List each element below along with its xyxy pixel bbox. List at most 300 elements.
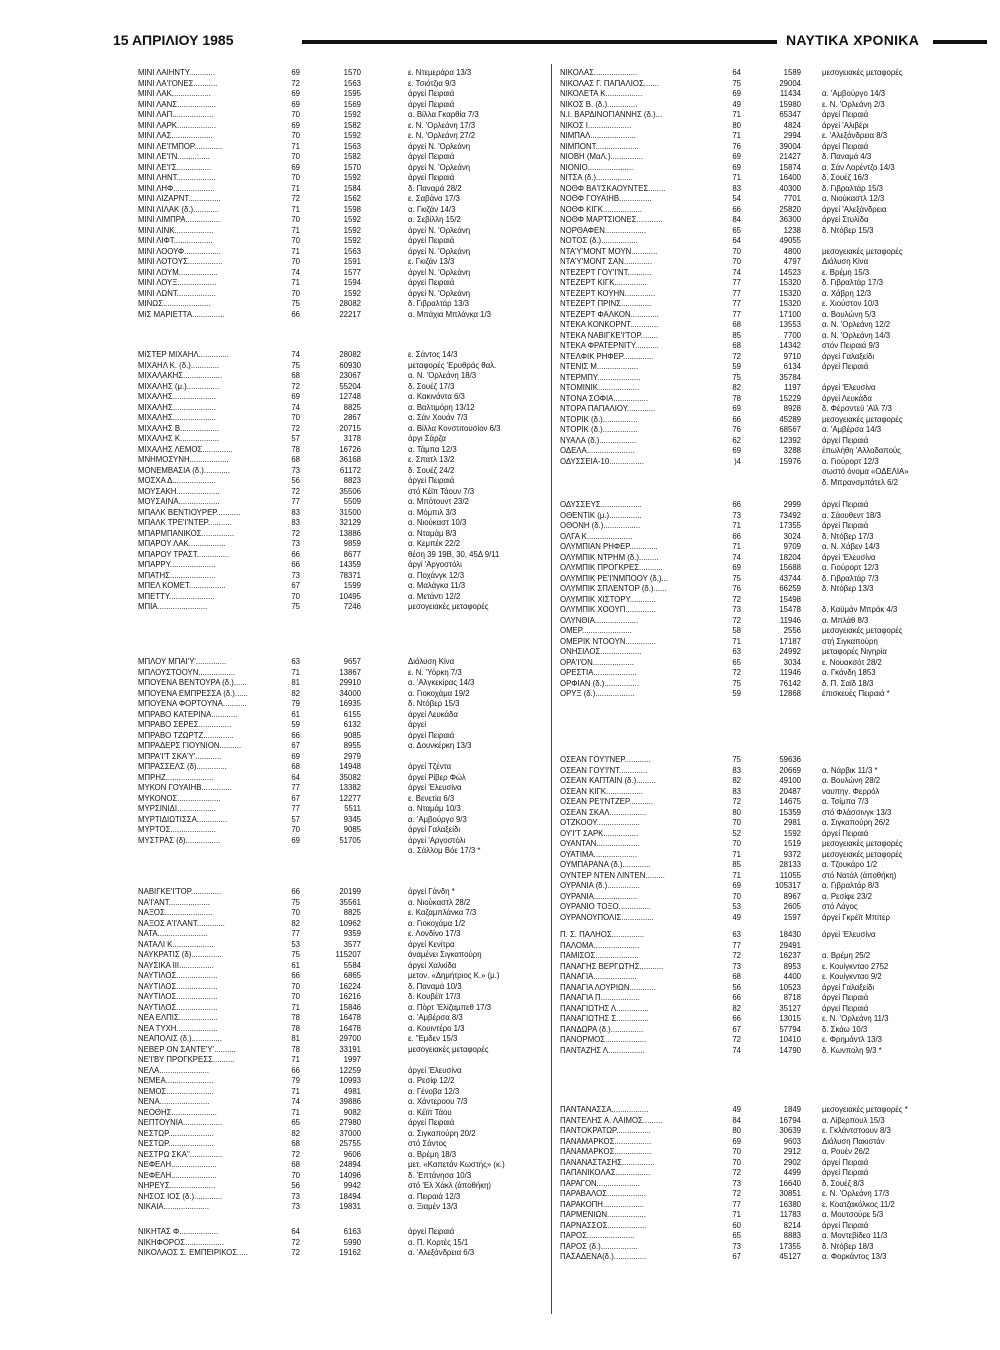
tonnage: 78371 [339,570,361,580]
ship-status: άργεί Κενίτρα [408,939,455,949]
tonnage: 7700 [783,330,801,340]
ship-name: ΝΕΜΕΑ...................... [138,1076,214,1085]
tonnage: 45289 [779,414,801,424]
ship-name: ΝΤΑ'Υ'ΜΟΝΤ ΜΟΥΝ............ [560,246,658,256]
tonnage: 59636 [779,755,801,764]
tonnage: 10523 [779,982,801,992]
ship-name: ΝΙΤΣΑ (δ.)................. [560,173,633,182]
ship-status: δ. Κωνπολη 9/3 * [822,1045,882,1055]
ship-name: ΟΡΥΞ (δ.).................. [560,689,635,698]
tonnage: 2556 [783,626,801,635]
tonnage: 39004 [779,141,801,151]
build-year: 70 [732,839,741,848]
ship-status: α. Μπλάθ 8/3 [822,615,869,625]
tonnage: 32129 [339,518,361,527]
ship-status: άργεί Γαλαξείδι [822,351,875,361]
tonnage: 15846 [339,1002,361,1012]
header-rule-left [302,40,777,44]
ship-name: ΜΥΡΤΟΣ..................... [138,825,216,834]
build-year: 75 [732,755,741,764]
tonnage: 16400 [779,173,801,182]
ship-name: ΟΛΥΜΠΙΑΝ ΡΗΦΕΡ............. [560,542,658,551]
build-year: 78 [291,1023,300,1033]
ship-status: α. Βίλλα Κονστιτουσίον 6/3 [408,423,501,433]
build-year: 81 [291,678,300,687]
ship-name: ΟΛΓΑ Κ..................... [560,531,633,541]
column-separator [551,64,552,1314]
ship-status: α. Γιβραλτάρ 8/3 [822,881,879,890]
build-year: 71 [291,1055,300,1064]
ship-name: ΟΛΥΜΠΙΚ ΧΙΣΤΟΡΥ............ [560,594,656,604]
ship-status: δ. Γιβραλτάρ 7/3 [822,573,879,583]
ship-name: ΜΟΥΣΑΙΝΑ................... [138,497,220,506]
ship-status: α. Π. Κορτές 15/1 [408,1237,469,1247]
ship-status: άργεί Τζέντα [408,762,452,771]
ship-status: δ. Σουέζ 8/3 [822,1178,865,1188]
ship-status: α. Βουλώνη 5/3 [822,309,876,319]
build-year: 70 [291,825,300,834]
ship-status: δ. Φέρσντεϋ 'Αϊλ 7/3 [822,404,892,413]
tonnage: 1592 [343,215,361,224]
tonnage: 1592 [343,110,361,119]
ship-name: ΝΕΠΤΟΥΝΙΑ.................. [138,1118,223,1127]
build-year: 68 [291,762,300,771]
tonnage: 1589 [783,68,801,77]
build-year: 69 [291,835,300,845]
ship-status: ε. Λονδίνο 17/3 [408,929,461,938]
ship-status: α. Βίλλα Γκαρθία 7/3 [408,110,479,119]
ship-name: ΜΙΝΙ ΛΕ'Ι'ΜΠΟΡ............. [138,141,223,151]
tonnage: 1563 [343,78,361,88]
tonnage: 1519 [783,839,801,848]
build-year: 67 [291,581,300,590]
ship-status: α. 'Αμβούργο 14/3 [822,89,886,98]
ship-name: ΠΑΝΑΓΙΑ ΛΟΥΡΙΩΝ............ [560,982,656,992]
tonnage: 13553 [779,320,801,329]
ship-status: άργεί Πειραιά [408,278,455,287]
tonnage: 3577 [343,939,361,949]
tonnage: 1599 [343,581,361,590]
ship-status: μεταφορές 'Ερυθράς θαλ. [408,360,497,370]
tonnage: 5511 [344,804,361,813]
ship-name: ΝΑΞΟΣ...................... [138,908,213,917]
ship-status: α. Γιοκοχάμα 1/2 [408,918,466,928]
ship-name: ΠΑΡΑΚΟΠΗ................... [560,1199,645,1209]
tonnage: 3024 [783,531,801,541]
ship-name: ΜΠΡΑΣΣΕΛΣ (δ).............. [138,762,227,771]
ship-name: ΝΗΣΟΣ ΙΟΣ (δ.)............. [138,1191,223,1201]
ship-name: ΜΙΝΙ ΛΑΡΚ.................. [138,120,216,130]
build-year: 81 [291,1034,300,1043]
issue-date: 15 ΑΠΡΙΛΙΟΥ 1985 [113,32,234,48]
ship-name: ΠΑΝΤΑΝΑΣΣΑ................. [560,1105,649,1114]
ship-name: ΜΥΚΟΝ ΓΟΥΑΙΗΒ.............. [138,783,232,792]
ship-name: ΟΣΕΑΝ ΚΑΠΤΑΙΝ (δ.)......... [560,776,656,785]
build-year: 68 [291,1139,300,1148]
ship-name: ΜΠΑΡΜΠΑΝΙΚΟΣ............... [138,528,234,538]
build-year: 66 [291,309,300,319]
tonnage: 1563 [343,246,361,256]
build-year: 73 [732,1178,741,1188]
ship-name: ΜΙΧΑΗΛ Κ. (δ.)............. [138,360,220,370]
ship-status: α. Νιούκαστλ 12/3 [822,194,885,203]
build-year: 69 [732,446,741,455]
ship-name: ΝΕΣΤΩΡ..................... [138,1139,214,1148]
ship-name: ΟΛΥΜΠΙΚ ΡΕ'Ι'ΝΜΠΟΟΥ (δ.)... [560,573,669,583]
tonnage: 3034 [783,657,801,667]
build-year: 79 [291,699,300,708]
tonnage: 20199 [339,887,361,896]
build-year: 71 [291,246,300,256]
tonnage: 8823 [343,476,361,485]
tonnage: 1570 [343,162,361,172]
ship-name: ΜΙΣΤΕΡ ΜΙΧΑΗΛ.............. [138,350,229,359]
ship-status: άργεί Πειραιά [408,1118,455,1127]
build-year: 69 [291,751,300,761]
tonnage: 19831 [339,1202,361,1211]
tonnage: 2867 [343,413,361,422]
ship-status: ε. Τσιότζια 9/3 [408,78,456,88]
ship-name: ΝΤΟΡΙΚ (δ.)................ [560,425,638,434]
build-year: 70 [291,1170,300,1180]
ship-name: ΝΕΦΕΛΗ..................... [138,1170,217,1180]
ship-status: α. Σάν Λορέντζο 14/3 [822,162,895,172]
tonnage: 2902 [783,1157,801,1167]
tonnage: 15874 [779,162,801,172]
build-year: 69 [291,120,300,130]
tonnage: 15320 [779,288,801,298]
ship-status: άργεί 'Αλιβέρι [822,120,869,130]
ship-name: ΜΙΝΙ ΛΕ'Ι'Ν.........:..... [138,152,210,161]
build-year: )4 [734,456,741,466]
ship-name: ΟΥΡΑΝΙΟ ΤΟΞΟ............... [560,902,652,911]
ship-name: ΜΠΟΥΕΝΑ ΒΕΝΤΟΥΡΑ (δ.)...... [138,678,247,687]
build-year: 70 [291,908,300,917]
tonnage: 2912 [783,1147,801,1156]
ship-name: ΠΑΡΟΣ...................... [560,1231,635,1240]
ship-status: α. Τσίμπα 7/3 [822,797,869,806]
build-year: 69 [732,89,741,98]
tonnage: 6134 [783,362,801,371]
ship-name: ΝΤΕΚΑ ΝΑΒΙΓΚΕ'Ι'ΤΟΡ........ [560,330,658,340]
build-year: 70 [291,981,300,991]
ship-name: ΜΠΡΑΒΟ ΚΑΤΕΡΙΝΑ............ [138,709,238,719]
ship-status: δ. Π. Σαϊδ 18/3 [822,678,874,688]
ship-name: ΟΡΑ'Ι'ΟΝ................... [560,657,634,667]
build-year: 59 [732,689,741,698]
build-year: 76 [732,425,741,434]
build-year: 68 [732,972,741,981]
ship-name: ΠΑΣΑΔΕΝΑ(δ.)............... [560,1252,647,1261]
tonnage: 9082 [343,1107,361,1117]
ship-name: ΝΙΟΝΙΟ..................... [560,162,634,172]
ship-name: ΟΔΥΣΣΕΥΣ................... [560,500,642,509]
build-year: 75 [291,602,300,611]
build-year: 68 [732,320,741,329]
build-year: 68 [291,371,300,380]
build-year: 72 [732,668,741,677]
ship-name: ΝΑΥΣΙΚΑ ΙΙΙ................ [138,960,214,970]
build-year: 59 [291,720,300,729]
tonnage: 15320 [779,278,801,287]
ship-name: ΠΑΠΑΝΙΚΟΛΑΣ................ [560,1168,651,1177]
ship-name: ΜΥΡΤΙΔΙΩΤΙΣΣΑ.............. [138,814,228,824]
ship-name: ΜΠΡΑΔΕΡΣ ΓΙΟΥΝΙΟΝ.......... [138,741,242,750]
ship-name: ΜΙΝΙ ΛΟΥΜ.................. [138,267,218,277]
ship-status: στό Κέϊπ Τάουν 7/3 [408,486,475,496]
tonnage: 8955 [343,741,361,750]
build-year: 66 [291,887,300,896]
ship-status: άργεί Πειραιά [822,1157,869,1167]
ship-status: άργι Σάρζα [408,434,446,443]
ship-name: ΝΟΘΦ ΓΟΥΑΙΗΒ............... [560,194,652,203]
ship-name: ΠΑΝΑΓΗΣ ΒΕΡΓΩΤΗΣ........... [560,961,664,971]
build-year: 80 [732,120,741,130]
ship-status: δ. Μπρανσμπάτελ 6/2 [822,477,898,487]
ship-name: ΜΥΣΤΡΑΣ (δ)................ [138,835,221,845]
ship-status: άργεί Ρίβερ Φώλ [408,772,466,782]
ship-status: ε. Ν. 'Ορλεάνη 11/3 [822,1014,889,1023]
ship-name: ΝΕΣΤΡΩ ΣΚΑ''............... [138,1149,223,1159]
ship-name: ΠΑΝΑΜΑΡΚΟΣ................. [560,1136,652,1146]
ship-status: ε. Καζαμπλάνκα 7/3 [408,908,477,917]
tonnage: 16380 [779,1199,801,1209]
ship-name: ΠΑΝΑΓΙΩΤΗΣ Σ............... [560,1014,649,1023]
tonnage: 28082 [339,299,361,308]
tonnage: 3178 [343,434,361,443]
build-year: 70 [732,246,741,256]
ship-status: άργεί Χαλκίδα [408,960,457,970]
tonnage: 1562 [343,194,361,203]
ship-status: άργεί Πειραιά [408,99,455,109]
ship-status: δ. Σουέζ 16/3 [822,173,869,182]
tonnage: 9606 [343,1149,361,1159]
ship-status: α. Βρέμη 18/3 [408,1149,457,1159]
ship-name: ΟΛΥΜΠΙΚ ΧΟΟΥΠ.............. [560,605,656,614]
ship-status: α. Ρεσίφε 23/2 [822,891,872,901]
ship-status: ε. Ν. 'Ορλεάνη 17/3 [822,1189,890,1198]
ship-status: άργεί Ν. 'Ορλεάνη [408,246,471,256]
build-year: 69 [732,1136,741,1146]
ship-name: ΝΙΚΟΛΕΤΑ Κ................. [560,89,643,98]
build-year: 83 [732,183,741,193]
ship-status: στό Φλάσσινγκ 13/3 [822,807,892,817]
ship-status: α. Γιούρορτ 12/3 [822,456,879,466]
tonnage: 8883 [783,1231,801,1240]
ship-name: ΝΙΚΟΛΑΣ Γ. ΠΑΠΑΛΙΟΣ....... [560,78,659,88]
ship-status: α. Μπάχια Μπλάνκα 1/3 [408,309,491,319]
build-year: 75 [732,573,741,583]
build-year: 85 [732,860,741,869]
tonnage: 17355 [779,1241,801,1251]
ship-name: ΜΠΕΛ ΚΟΜΕΤ................. [138,581,226,590]
tonnage: 15980 [779,99,801,109]
ship-status: άργεί Γάνδη * [408,887,455,896]
ship-status: α. Ξιαμέν 13/3 [408,1202,458,1211]
ship-status: α. Πειραιά 12/3 [408,1191,461,1201]
build-year: 82 [732,776,741,785]
ship-name: ΟΣΕΑΝ ΓΟΥ'Ι'ΝΤ............. [560,765,648,775]
ship-name: ΜΙΧΑΛΗΣ.................... [138,402,217,412]
tonnage: 16935 [339,699,361,708]
ship-status: α. Σάν Χουάν 7/3 [408,413,468,422]
build-year: 77 [732,940,741,950]
ship-name: ΝΤΟΡΑ ΠΑΠΑΛΙΟΥ............. [560,404,656,413]
tonnage: 35784 [779,372,801,382]
build-year: 74 [732,1045,741,1055]
ship-status: α. 'Αμβέρσα 14/3 [822,425,882,434]
tonnage: 1597 [783,912,801,922]
build-year: 72 [291,528,300,538]
ship-name: ΜΙΝΩΣ...................... [138,299,211,308]
ship-status: άργεί Ν. 'Ορλεάνη [408,288,471,298]
ship-name: ΝΑ'Ι'ΑΝΤ................... [138,897,210,907]
build-year: 68 [291,455,300,464]
tonnage: 8214 [783,1220,801,1230]
ship-name: ΝΑΞΟΣ Α'Ι'ΛΑΝΤ............. [138,918,225,928]
tonnage: 8953 [783,961,801,971]
build-year: 70 [291,257,300,266]
ship-name: ΝΕΣΤΩΡ..................... [138,1128,214,1138]
ship-name: ΜΝΗΜΟΣΥΝΗ.................. [138,455,229,464]
ship-name: ΝΕΛΑ....................... [138,1065,210,1075]
build-year: 70 [291,131,300,140]
build-year: 72 [291,1237,300,1247]
ship-name: ΜΙΝΙ ΛΑΝΣ.................. [138,99,217,109]
ship-status: α. Φορκάντος 13/3 [822,1252,887,1261]
build-year: 66 [291,971,300,980]
ship-status: α. Βουλώνη 28/2 [822,776,881,785]
ship-status: άργεί Ν. 'Ορλεάνη [408,141,471,151]
build-year: 67 [291,741,300,750]
ship-name: ΝΕΟΘΗΣ..................... [138,1107,217,1117]
tonnage: 9657 [343,657,361,666]
ship-status: άργεί Πειραιά [822,1003,869,1013]
build-year: 78 [291,1044,300,1054]
ship-status: έπωλήθη 'Αλλοδαπούς [822,446,901,455]
ship-status: άργεί 'Αργοστόλι [408,835,466,845]
ship-name: ΝΑΥΤΙΛΟΣ................... [138,981,218,991]
tonnage: 4824 [783,120,801,130]
build-year: 74 [732,552,741,562]
tonnage: 40300 [779,183,801,193]
ship-name: ΜΠΑΡΡΥ..................... [138,560,216,569]
build-year: 73 [291,1191,300,1201]
ship-name: ΜΙΝΙ ΛΩΝΤ.................. [138,288,216,298]
ship-name: ΟΣΕΑΝ ΣΚΑΛ................. [560,807,647,817]
build-year: 66 [732,204,741,214]
build-year: 49 [732,912,741,922]
tonnage: 1570 [343,68,361,77]
tonnage: 10993 [339,1076,361,1085]
tonnage: 18430 [779,930,801,939]
ship-name: ΝΟΘΦ ΚΙΓΚ.................. [560,204,643,214]
tonnage: 13015 [779,1014,801,1023]
ship-status: μεσογειακές μεταφορές [408,1044,489,1054]
ship-status: στόν Πειραιά 9/3 [822,341,880,350]
build-year: 70 [291,413,300,422]
tonnage: 4981 [343,1086,361,1096]
tonnage: 61172 [339,465,361,475]
ship-name: ΟΣΕΑΝ ΓΟΥ'Ι'ΝΕΡ............ [560,755,651,764]
ship-status: α. Λίβερπουλ 15/3 [822,1115,885,1125]
build-year: 77 [291,783,300,792]
ship-name: ΜΥΚΟΝΟΣ.................... [138,793,221,803]
ship-name: ΝΑΥΚΡΑΤΙΣ (δ).............. [138,950,222,959]
tonnage: 36300 [779,215,801,224]
ship-status: δ. Καϋμάν Μπράκ 4/3 [822,605,898,614]
ship-status: α. 'Αμβούργο 9/3 [408,814,467,824]
ship-name: ΟΥΡΑΝΙΑ.................... [560,891,638,901]
build-year: 72 [732,1168,741,1177]
build-year: 56 [732,982,741,992]
build-year: 71 [291,225,300,235]
build-year: 57 [291,814,300,824]
ship-name: ΠΑΝΤΟΚΡΑΤΩΡ................ [560,1126,651,1135]
ship-name: ΟΛΥΜΠΙΚ ΠΡΟΓΚΡΕΣ........... [560,563,663,572]
ship-status: α. Ρεσίφ 12/2 [408,1076,455,1085]
ship-status: άργεί Πειραιά [408,236,455,245]
ship-status: άργεί Ν. 'Ορλεάνη [408,267,471,277]
ship-name: ΜΙΝΙ ΛΑΚ.................. [138,89,211,98]
tonnage: 6132 [343,720,361,729]
ship-status: μεσογειακές μεταφορές [822,626,903,635]
ship-name: ΜΙΝΙ ΛΟΥΞ.................. [138,278,217,287]
ship-status: α. Μετάντι 12/2 [408,591,461,601]
build-year: 58 [732,626,741,635]
tonnage: 1592 [343,236,361,245]
ship-status: ε. Ντεμεράρα 13/3 [408,68,472,77]
ship-status: στό 'Ελ Χάκλ (άποθήκη) [408,1181,492,1190]
ship-name: ΜΙΝΙ ΛΙΛΑΚ (δ.)............ [138,204,220,214]
ship-status: έπισκευές Πειραιά * [822,689,890,698]
build-year: 75 [732,372,741,382]
build-year: 70 [732,891,741,901]
tonnage: 35561 [339,897,361,907]
build-year: 73 [732,605,741,614]
ship-status: ε. Φρημάντλ 13/3 [822,1035,883,1044]
ship-name: ΜΠΡΑΒΟ ΣΕΡΕΣ............... [138,720,232,729]
ship-name: ΝΤΕΚΑ ΦΡΑΤΕΡΝΙΤΥ........... [560,341,659,350]
tonnage: 30639 [779,1126,801,1135]
ship-name: ΟΣΕΑΝ ΡΕ'Ι'ΝΤΖΕΡ........... [560,797,654,806]
tonnage: 28133 [779,860,801,869]
tonnage: 1592 [343,173,361,182]
build-year: 78 [291,444,300,454]
build-year: 72 [291,78,300,88]
ship-status: Διάλυση Κίνα [822,257,869,266]
ship-status: ε. Ν. 'Ορλεάνη 27/2 [408,131,476,140]
tonnage: 20669 [779,765,801,775]
tonnage: 33191 [339,1044,361,1054]
ship-status: άργεί Πειραιά [822,500,869,509]
ship-status: μετ. «Καπετάν Κωστής» (κ.) [408,1160,505,1169]
ship-name: ΝΤΑ'Υ'ΜΟΝΤ ΣΑΝ............. [560,257,652,266]
ship-name: ΝΤΕΖΕΡΤ ΠΡΙΝΣ.............. [560,299,652,308]
build-year: 82 [291,918,300,928]
tonnage: 1592 [783,828,801,838]
ship-status: α. Τάμπα 12/3 [408,444,457,454]
ship-status: α. Σιγκαπούρη 20/2 [408,1128,476,1138]
build-year: 83 [732,765,741,775]
ship-name: ΜΠΑΡΟΥ ΛΑΚ................. [138,539,226,548]
tonnage: 1595 [343,89,361,98]
tonnage: 18204 [779,552,801,562]
ship-name: ΝΙΚΟΛΑΟΣ Σ. ΕΜΠΕΙΡΙΚΟΣ..... [138,1248,248,1257]
tonnage: 7701 [783,194,801,203]
ship-name: ΜΠΡΑΒΟ ΤΖΩΡΤΖ.............. [138,730,234,740]
ship-name: ΜΠΡΗΖ...................... [138,772,214,782]
